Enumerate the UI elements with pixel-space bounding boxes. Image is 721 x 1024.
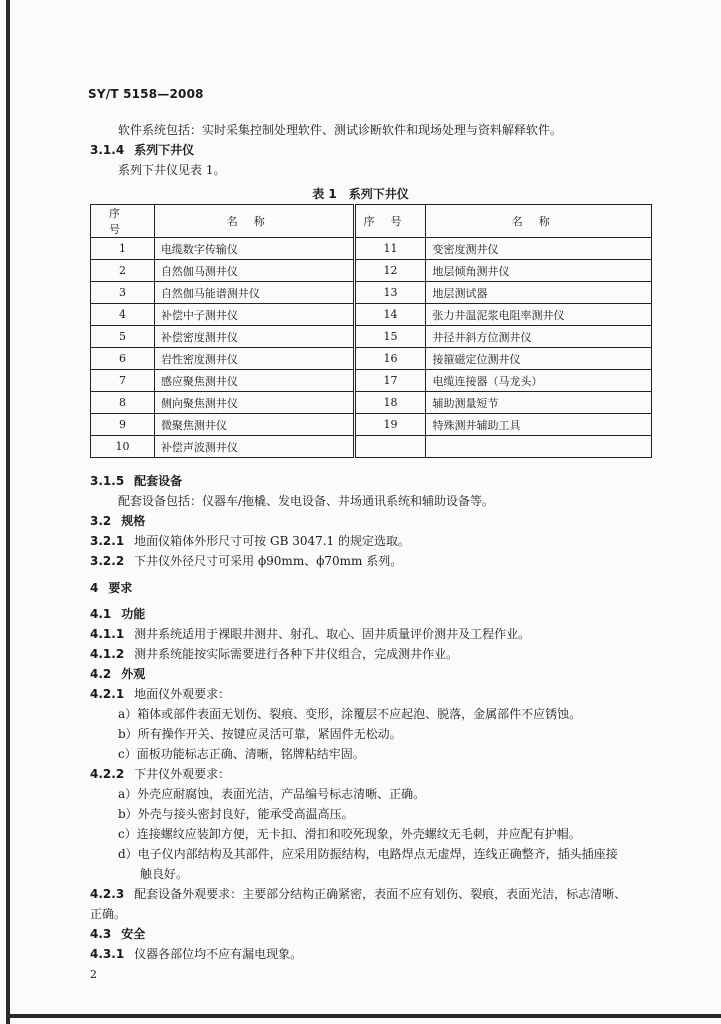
section-3-1-4-heading: [90, 142, 194, 158]
table-cell: 岩性密度测井仪: [154, 348, 354, 370]
section-title: 配套设备: [134, 474, 183, 488]
table-cell: 13: [354, 282, 426, 304]
table-cell: 3: [91, 282, 155, 304]
table-cell: [426, 436, 652, 458]
section-text: 地面仪外观要求：: [134, 687, 231, 701]
section-4-heading: [90, 580, 132, 596]
section-4-1-2: [90, 646, 458, 662]
list-item: d）电子仪内部结构及其部件，应采用防振结构，电路焊点无虚焊，连线正确整齐，插头插座接: [118, 847, 618, 861]
section-text: 配套设备外观要求：主要部分结构正确紧密，表面不应有划伤、裂痕，表面光洁，标志清晰、: [134, 887, 627, 901]
section-title: 安全: [121, 927, 146, 941]
table-cell: 侧向聚焦测井仪: [154, 392, 354, 414]
section-title: 规格: [121, 514, 146, 528]
table-row: [91, 370, 652, 392]
section-text: 下井仪外径尺寸可采用 ϕ90mm、ϕ70mm 系列。: [134, 554, 403, 568]
page-number: 2: [90, 968, 97, 981]
table-row: [91, 348, 652, 370]
section-3-2-heading: [90, 513, 145, 529]
section-text: 地面仪箱体外形尺寸可按 GB 3047.1 的规定选取。: [134, 534, 411, 548]
table-row: [91, 260, 652, 282]
table-cell: [354, 436, 426, 458]
table-cell: 4: [91, 304, 155, 326]
table-cell: 电缆数字传输仪: [154, 238, 354, 260]
list-item-continued: 触良好。: [140, 867, 189, 881]
table-cell: 8: [91, 392, 155, 414]
table-cell: 接箍磁定位测井仪: [426, 348, 652, 370]
section-text: 仪器各部位均不应有漏电现象。: [134, 947, 303, 961]
table-cell: 9: [91, 414, 155, 436]
section-4-1-heading: [90, 606, 145, 622]
table-cell: 自然伽马测井仪: [154, 260, 354, 282]
section-text: 测井系统能按实际需要进行各种下井仪组合，完成测井作业。: [134, 647, 459, 661]
section-4-2-1: [90, 686, 230, 702]
table-row: [91, 238, 652, 260]
scan-border-bottom: [6, 1014, 721, 1018]
col-header-no-2: 序号: [354, 205, 426, 238]
section-number: 3.2.1: [90, 534, 125, 548]
section-title: 系列下井仪: [134, 143, 195, 157]
section-title: 外观: [121, 667, 146, 681]
section-4-3-heading: [90, 926, 145, 942]
table-cell: 16: [354, 348, 426, 370]
section-number: 4.1: [90, 607, 112, 621]
section-title: 要求: [108, 581, 133, 595]
section-4-2-2: [90, 766, 230, 782]
table-cell: 1: [91, 238, 155, 260]
section-4-2-heading: [90, 666, 145, 682]
table-cell: 地层倾角测井仪: [426, 260, 652, 282]
table-cell: 补偿密度测井仪: [154, 326, 354, 348]
section-text: 下井仪外观要求：: [134, 767, 231, 781]
table-cell: 微聚焦测井仪: [154, 414, 354, 436]
section-number: 4.1.1: [90, 627, 125, 641]
section-number: 4.1.2: [90, 647, 125, 661]
table-cell: 电缆连接器（马龙头）: [426, 370, 652, 392]
section-number: 4.2.1: [90, 687, 125, 701]
list-item: b）外壳与接头密封良好，能承受高温高压。: [118, 807, 354, 821]
list-item: c）面板功能标志正确、清晰，铭牌粘结牢固。: [118, 747, 365, 761]
scan-border-left: [6, 0, 10, 1024]
table-row: [91, 436, 652, 458]
table-cell: 补偿声波测井仪: [154, 436, 354, 458]
section-number: 3.1.5: [90, 474, 125, 488]
table-title: 表 1 系列下井仪: [312, 187, 409, 201]
standard-code-header: SY/T 5158—2008: [88, 87, 204, 101]
table-cell: 补偿中子测井仪: [154, 304, 354, 326]
section-number: 4.2.2: [90, 767, 125, 781]
list-item: c）连接螺纹应装卸方便，无卡扣、滑扣和咬死现象，外壳螺纹无毛刺，并应配有护帽。: [118, 827, 581, 841]
table-cell: 14: [354, 304, 426, 326]
section-number: 3.2: [90, 514, 112, 528]
table-cell: 感应聚焦测井仪: [154, 370, 354, 392]
section-4-2-3: [90, 886, 626, 902]
list-item: b）所有操作开关、按键应灵活可靠，紧固件无松动。: [118, 727, 402, 741]
table-cell: 15: [354, 326, 426, 348]
section-number: 4.2: [90, 667, 112, 681]
section-number: 4.2.3: [90, 887, 125, 901]
table-cell: 12: [354, 260, 426, 282]
list-item: a）外壳应耐腐蚀，表面光洁，产品编号标志清晰、正确。: [118, 787, 426, 801]
table-cell: 11: [354, 238, 426, 260]
section-3-1-5-heading: [90, 473, 182, 489]
table-row: [91, 326, 652, 348]
section-number: 4.3: [90, 927, 112, 941]
table-cell: 自然伽马能谱测井仪: [154, 282, 354, 304]
table-row: [91, 304, 652, 326]
table-cell: 张力井温泥浆电阻率测井仪: [426, 304, 652, 326]
section-3-1-4-text: 系列下井仪见表 1。: [118, 163, 226, 177]
table-row: [91, 282, 652, 304]
table-cell: 17: [354, 370, 426, 392]
col-header-no-1: 序号: [91, 205, 155, 238]
section-number: 4.3.1: [90, 947, 125, 961]
table-cell: 7: [91, 370, 155, 392]
table-row: [91, 414, 652, 436]
section-number: 4: [90, 581, 99, 595]
section-4-1-1: [90, 626, 530, 642]
section-3-2-2: [90, 553, 402, 569]
table-cell: 地层测试器: [426, 282, 652, 304]
table-cell: 辅助测量短节: [426, 392, 652, 414]
table-cell: 19: [354, 414, 426, 436]
col-header-name-1: 名称: [154, 205, 354, 238]
instrument-table: [90, 204, 652, 458]
table-row: [91, 392, 652, 414]
table-cell: 井径井斜方位测井仪: [426, 326, 652, 348]
section-text: 测井系统适用于裸眼井测井、射孔、取心、固井质量评价测井及工程作业。: [134, 627, 531, 641]
list-item: a）箱体或部件表面无划伤、裂痕、变形，涂覆层不应起泡、脱落，金属部件不应锈蚀。: [118, 707, 582, 721]
table-cell: 6: [91, 348, 155, 370]
table-cell: 2: [91, 260, 155, 282]
table-header-row: [91, 205, 652, 238]
section-number: 3.2.2: [90, 554, 125, 568]
table-cell: 特殊测井辅助工具: [426, 414, 652, 436]
intro-paragraph: 软件系统包括：实时采集控制处理软件、测试诊断软件和现场处理与资料解释软件。: [118, 123, 563, 137]
section-number: 3.1.4: [90, 143, 125, 157]
section-3-1-5-text: 配套设备包括：仪器车/拖橇、发电设备、井场通讯系统和辅助设备等。: [118, 494, 495, 508]
section-3-2-1: [90, 533, 410, 549]
table-cell: 10: [91, 436, 155, 458]
table-cell: 5: [91, 326, 155, 348]
table-cell: 18: [354, 392, 426, 414]
section-title: 功能: [121, 607, 146, 621]
section-4-2-3-continued: 正确。: [90, 907, 127, 921]
col-header-name-2: 名称: [426, 205, 652, 238]
section-4-3-1: [90, 946, 302, 962]
table-cell: 变密度测井仪: [426, 238, 652, 260]
